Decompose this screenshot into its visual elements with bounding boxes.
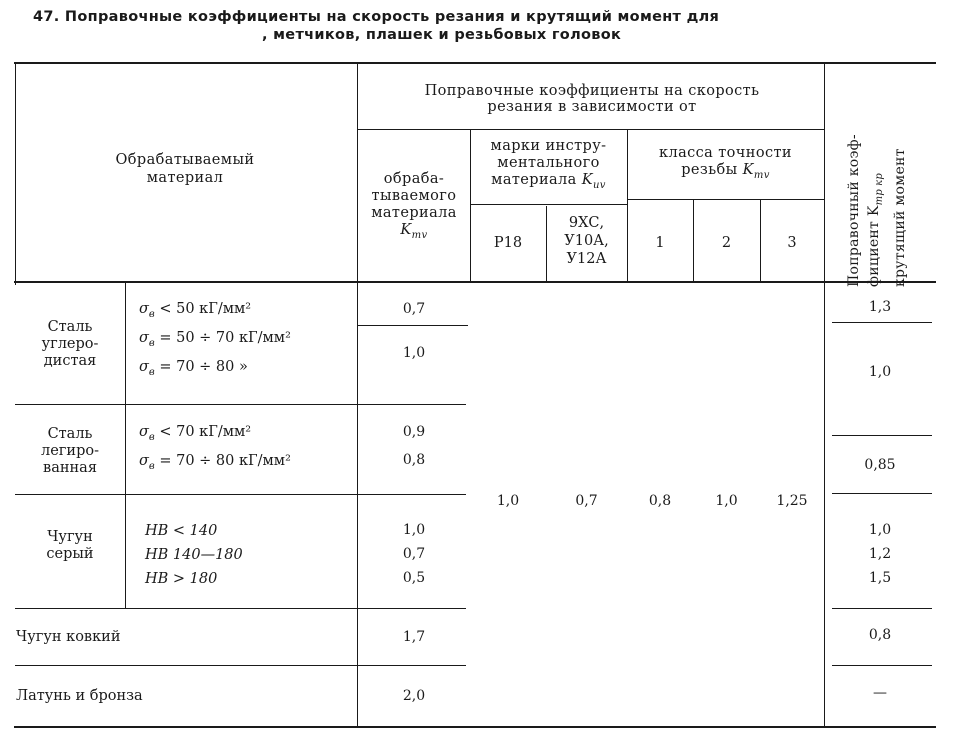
alloy-steel-kmv-1: 0,9 — [402, 424, 426, 440]
carbon-steel-kmp-1: 1,3 — [868, 299, 892, 315]
kmp-line-3 — [832, 493, 932, 494]
header-group-line1: Поправочные коэффициенты на скорость — [424, 83, 760, 99]
header-torque-line1: Поправочный коэф- — [846, 134, 862, 287]
gray-iron-kmv-3: 0,5 — [402, 570, 426, 586]
col-line-kmv — [357, 63, 358, 727]
kmv-sub-line — [358, 325, 468, 326]
header-tool-divider — [470, 204, 627, 205]
header-class-line2: резьбы $K_{mv}$ — [681, 162, 770, 181]
header-tool-line1: марки инстру- — [490, 138, 607, 154]
gray-iron-kmv-2: 0,7 — [402, 546, 426, 562]
common-class-2: 1,0 — [715, 493, 738, 509]
header-tool-line2: ментального — [497, 155, 600, 171]
row-line-2 — [15, 494, 466, 495]
header-torque-line2: фициент $K_{mpкр}$ — [866, 172, 885, 287]
carbon-steel-name-line2: углеро- — [41, 336, 99, 352]
alloy-steel-name-line1: Сталь — [47, 426, 93, 442]
brass-bronze-kmv: 2,0 — [402, 688, 426, 704]
alloy-steel-name-line3: ванная — [43, 460, 97, 476]
header-class-1: 1 — [655, 235, 665, 251]
gray-iron-name-line2: серый — [46, 546, 94, 562]
header-alt-line1: 9ХС, — [568, 215, 605, 231]
gray-iron-cond-1: HB < 140 — [145, 523, 218, 539]
header-class-divider — [627, 199, 824, 200]
table-bottom-border — [14, 726, 936, 728]
gray-iron-kmp-1: 1,0 — [868, 522, 892, 538]
kmp-line-1 — [832, 322, 932, 323]
carbon-steel-name-line3: дистая — [43, 353, 97, 369]
common-alt: 0,7 — [575, 493, 598, 509]
brass-bronze-name: Латунь и бронза — [16, 688, 143, 704]
common-class-3: 1,25 — [776, 493, 808, 509]
gray-iron-kmp-2: 1,2 — [868, 546, 892, 562]
table-top-border — [14, 62, 936, 64]
header-class-3: 3 — [787, 235, 797, 251]
header-p18: Р18 — [493, 235, 523, 251]
header-tool-line3: материала $K_{uv}$ — [491, 172, 606, 191]
header-material-line2: материал — [146, 170, 224, 186]
brass-bronze-kmp: — — [873, 685, 887, 701]
alloy-steel-cond-1: $\sigma_в < 70$ кГ/мм² — [139, 424, 252, 443]
carbon-steel-cond-1: $\sigma_в < 50$ кГ/мм² — [139, 301, 252, 320]
gray-iron-cond-2: HB 140—180 — [145, 547, 243, 563]
kmp-line-4 — [832, 608, 932, 609]
gray-iron-kmv-1: 1,0 — [402, 522, 426, 538]
row-line-1 — [15, 404, 466, 405]
gray-iron-cond-3: HB > 180 — [145, 571, 218, 587]
row-line-3 — [15, 608, 466, 609]
header-alt-line3: У12А — [566, 251, 607, 267]
carbon-steel-cond-3: $\sigma_в = 70 \div 80$ » — [139, 359, 248, 378]
common-class-1: 0,8 — [648, 493, 672, 509]
header-kmv-line2: тываемого — [371, 188, 457, 204]
header-group-line2: резания в зависимости от — [487, 99, 697, 115]
table-left-border — [15, 63, 16, 285]
carbon-steel-name-line1: Сталь — [47, 319, 93, 335]
common-p18: 1,0 — [496, 493, 520, 509]
header-kmv-line1: обраба- — [383, 171, 445, 187]
table-title-line2: , метчиков, плашек и резьбовых головок — [262, 27, 622, 43]
header-kmv-symbol: $K_{mv}$ — [400, 222, 428, 241]
header-torque — [844, 67, 924, 287]
header-class-2: 2 — [721, 235, 732, 251]
carbon-steel-kmp-2: 1,0 — [868, 364, 892, 380]
gray-iron-name-line1: Чугун — [47, 529, 93, 545]
malleable-iron-kmv: 1,7 — [402, 629, 426, 645]
malleable-iron-kmp: 0,8 — [868, 627, 892, 643]
carbon-steel-kmv-2: 1,0 — [402, 345, 426, 361]
alloy-steel-kmp: 0,85 — [864, 457, 896, 473]
carbon-steel-cond-2: $\sigma_в = 50 \div 70$ кГ/мм² — [139, 330, 291, 349]
gray-iron-kmp-3: 1,5 — [868, 570, 892, 586]
malleable-iron-name: Чугун ковкий — [16, 629, 121, 645]
alloy-steel-kmv-2: 0,8 — [402, 452, 426, 468]
kmp-line-5 — [832, 665, 932, 666]
row-line-4 — [15, 665, 466, 666]
header-group-divider — [358, 129, 824, 130]
alloy-steel-name-line2: легиро- — [41, 443, 99, 459]
header-class-line1: класса точности — [659, 145, 792, 161]
col-line-condition — [125, 283, 126, 608]
carbon-steel-kmv-1: 0,7 — [402, 301, 426, 317]
header-bottom-border — [14, 281, 936, 283]
kmp-line-2 — [832, 435, 932, 436]
header-material-line1: Обрабатываемый — [115, 152, 255, 168]
header-torque-line3: крутящий момент — [892, 148, 908, 287]
table-title-line1: 47. Поправочные коэффициенты на скорость резания и крутящий момент для — [33, 9, 720, 25]
header-kmv-line3: материала — [371, 205, 457, 221]
header-alt-line2: У10А, — [564, 233, 609, 249]
alloy-steel-cond-2: $\sigma_в = 70 \div 80$ кГ/мм² — [139, 453, 291, 472]
